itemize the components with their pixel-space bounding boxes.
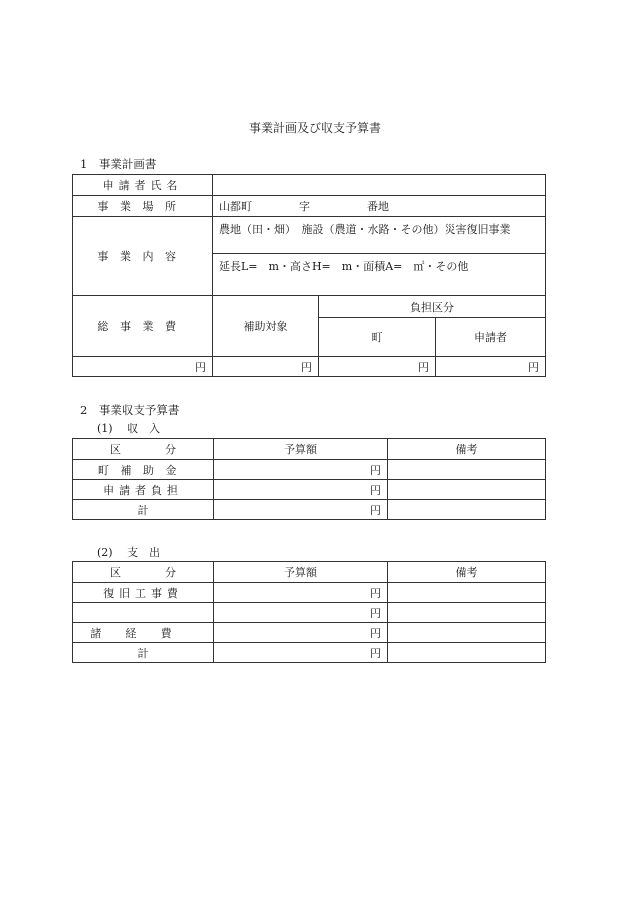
- subsidy-target-yen: 円: [213, 357, 319, 377]
- content-label: 事業内容: [73, 217, 213, 296]
- income-row-label: 計: [73, 500, 214, 520]
- expense-row-note: [388, 583, 546, 603]
- income-heading: (1) 収 入: [97, 422, 161, 435]
- subsidy-target-label: 補助対象: [213, 296, 319, 357]
- section-plan-heading: 1 事業計画書: [80, 157, 157, 171]
- location-value: [213, 196, 546, 217]
- section-budget-heading: 2 事業収支予算書: [80, 403, 180, 417]
- location-label: 事業場所: [73, 196, 213, 217]
- expense-row-yen: 円: [214, 603, 388, 623]
- expense-heading: (2) 支 出: [97, 546, 161, 559]
- content-line2: 延長L= m・高さH= m・面積A= ㎡・その他: [213, 254, 546, 296]
- expense-col-category: 区 分: [73, 562, 214, 583]
- income-row-label: 申請者負担: [73, 480, 214, 500]
- expense-row-label: 復旧工事費: [73, 583, 214, 603]
- expense-row-yen: 円: [214, 643, 388, 663]
- expense-row-label: 計: [73, 643, 214, 663]
- expense-col-amount: 予算額: [214, 562, 388, 583]
- income-row-yen: 円: [214, 500, 388, 520]
- burden-town-yen: 円: [319, 357, 436, 377]
- income-row-note: [388, 460, 546, 480]
- burden-town-label: 町: [319, 318, 436, 357]
- burden-applicant-label: 申請者: [436, 318, 546, 357]
- location-aza: 字: [299, 200, 310, 213]
- applicant-name-value: [213, 175, 546, 196]
- income-row-note: [388, 480, 546, 500]
- income-col-category: 区 分: [73, 439, 214, 460]
- expense-row-note: [388, 603, 546, 623]
- burden-applicant-yen: 円: [436, 357, 546, 377]
- document-title: 事業計画及び収支予算書: [248, 121, 381, 135]
- expense-row-yen: 円: [214, 623, 388, 643]
- income-table: [72, 438, 546, 520]
- expense-row-label: [73, 603, 214, 623]
- plan-table: [72, 174, 546, 377]
- content-line1: 農地（田・畑） 施設（農道・水路・その他）災害復旧事業: [213, 217, 546, 254]
- expense-row-note: [388, 643, 546, 663]
- expense-row-note: [388, 623, 546, 643]
- income-row-label: 町補助金: [73, 460, 214, 480]
- expense-table: [72, 561, 546, 663]
- expense-col-note: 備考: [388, 562, 546, 583]
- income-row-note: [388, 500, 546, 520]
- total-cost-yen: 円: [73, 357, 213, 377]
- income-row-yen: 円: [214, 460, 388, 480]
- applicant-name-label: 申請者氏名: [73, 175, 213, 196]
- location-banchi: 番地: [367, 200, 389, 213]
- expense-row-label: 諸経費: [73, 623, 214, 643]
- location-town: 山都町: [219, 200, 252, 213]
- burden-division-label: 負担区分: [319, 296, 546, 318]
- income-col-amount: 予算額: [214, 439, 388, 460]
- income-col-note: 備考: [388, 439, 546, 460]
- total-cost-label: 総事業費: [73, 296, 213, 357]
- income-row-yen: 円: [214, 480, 388, 500]
- expense-row-yen: 円: [214, 583, 388, 603]
